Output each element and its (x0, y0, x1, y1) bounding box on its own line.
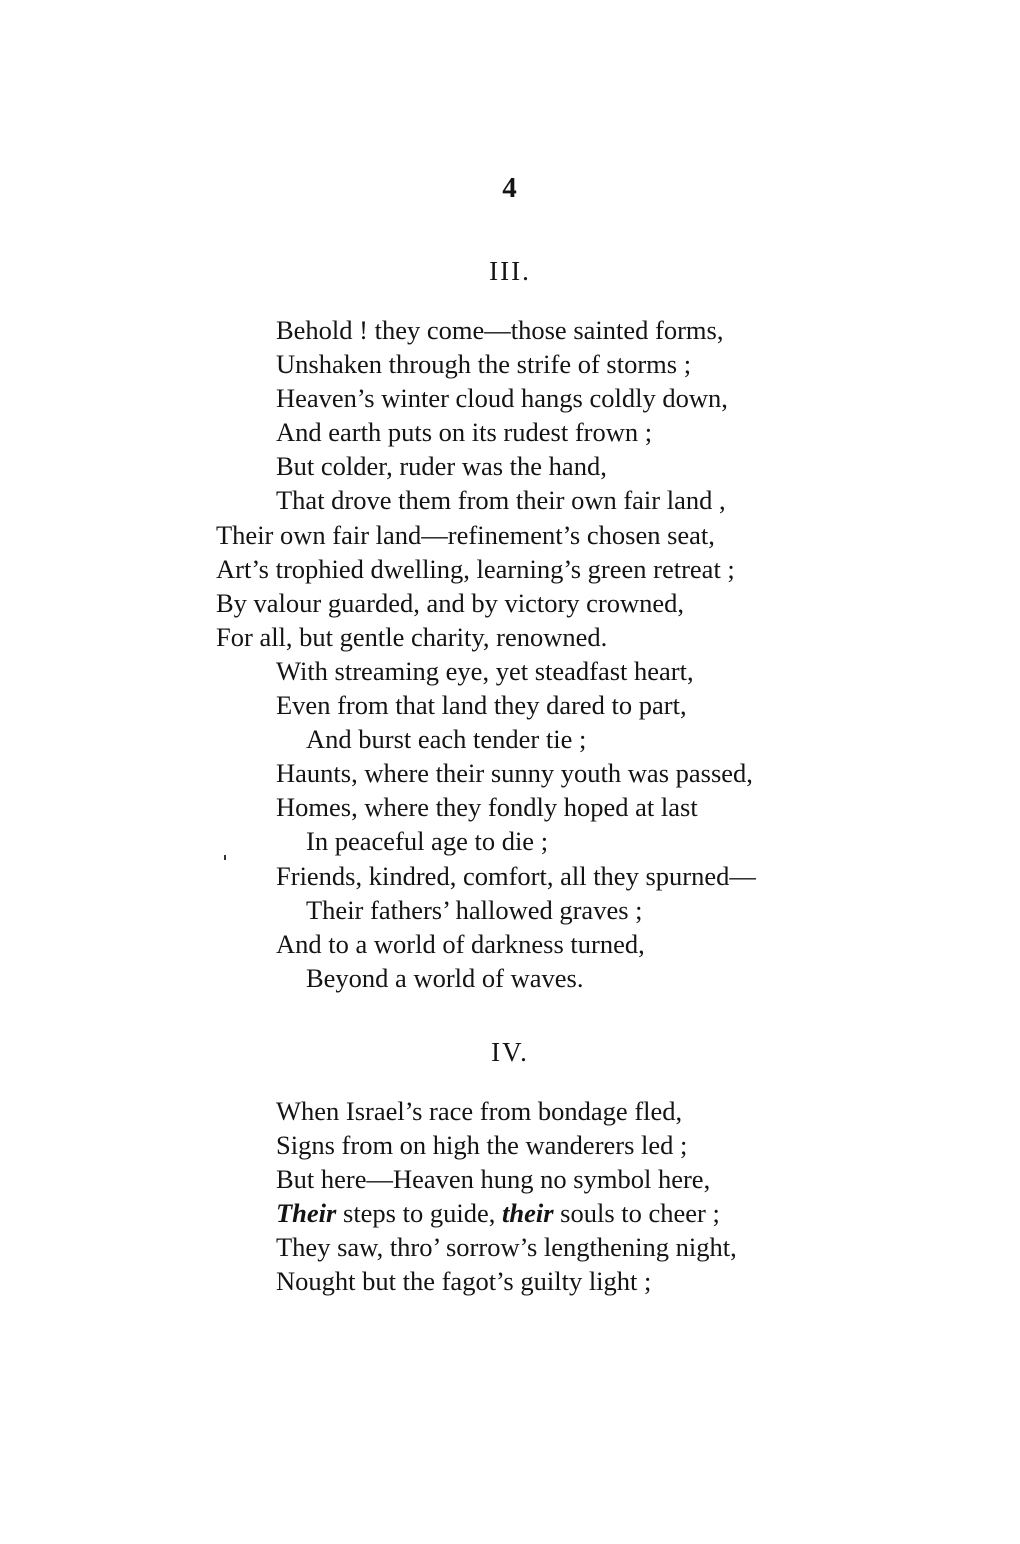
verse-line: Their own fair land—refinement’s chosen seat, (216, 519, 715, 550)
verse-line: In peaceful age to die ; (306, 826, 549, 857)
italic-word: Their (276, 1198, 337, 1229)
verse-line: Nought but the fagot’s guilty light ; (276, 1266, 652, 1297)
stanza-iii (0, 313, 1020, 995)
verse-line: Behold ! they come—those sainted forms, (276, 315, 724, 345)
verse-line: Unshaken through the strife of storms ; (276, 349, 692, 380)
verse-line: Signs from on high the wanderers led ; (276, 1130, 688, 1161)
verse-line: Even from that land they dared to part, (276, 690, 687, 721)
verse-line: By valour guarded, and by victory crowned, (216, 587, 685, 618)
verse-line: That drove them from their own fair land , (276, 485, 726, 516)
stanza-iv (0, 1094, 1020, 1299)
verse-line: But colder, ruder was the hand, (276, 451, 607, 482)
verse-fragment: steps to guide, (336, 1198, 502, 1229)
verse-line: Their fathers’ hallowed graves ; (306, 894, 643, 925)
ink-speck (224, 855, 226, 860)
verse-line: For all, but gentle charity, renowned. (216, 621, 608, 652)
stanza-heading-iii: III. (489, 256, 531, 286)
verse-line: Art’s trophied dwelling, learning’s green retreat ; (216, 553, 735, 584)
verse-line: And burst each tender tie ; (306, 724, 587, 755)
verse-line: Beyond a world of waves. (306, 962, 584, 993)
verse-line: Haunts, where their sunny youth was passed, (276, 758, 753, 789)
page-number: 4 (502, 172, 518, 204)
verse-line: And to a world of darkness turned, (276, 928, 645, 959)
verse-line: Friends, kindred, comfort, all they spurned— (276, 860, 756, 891)
verse-line: Homes, where they fondly hoped at last (276, 792, 698, 823)
verse-line: When Israel’s race from bondage fled, (276, 1096, 683, 1126)
verse-line: With streaming eye, yet steadfast heart, (276, 655, 694, 686)
verse-fragment: souls to cheer ; (553, 1198, 720, 1229)
verse-line: They saw, thro’ sorrow’s lengthening night, (276, 1232, 737, 1263)
verse-line (0, 1196, 1020, 1230)
verse-line: Heaven’s winter cloud hangs coldly down, (276, 383, 728, 414)
verse-line: And earth puts on its rudest frown ; (276, 417, 653, 448)
stanza-heading-iv: IV. (491, 1037, 529, 1067)
italic-word: their (502, 1198, 554, 1229)
verse-line: But here—Heaven hung no symbol here, (276, 1164, 711, 1195)
